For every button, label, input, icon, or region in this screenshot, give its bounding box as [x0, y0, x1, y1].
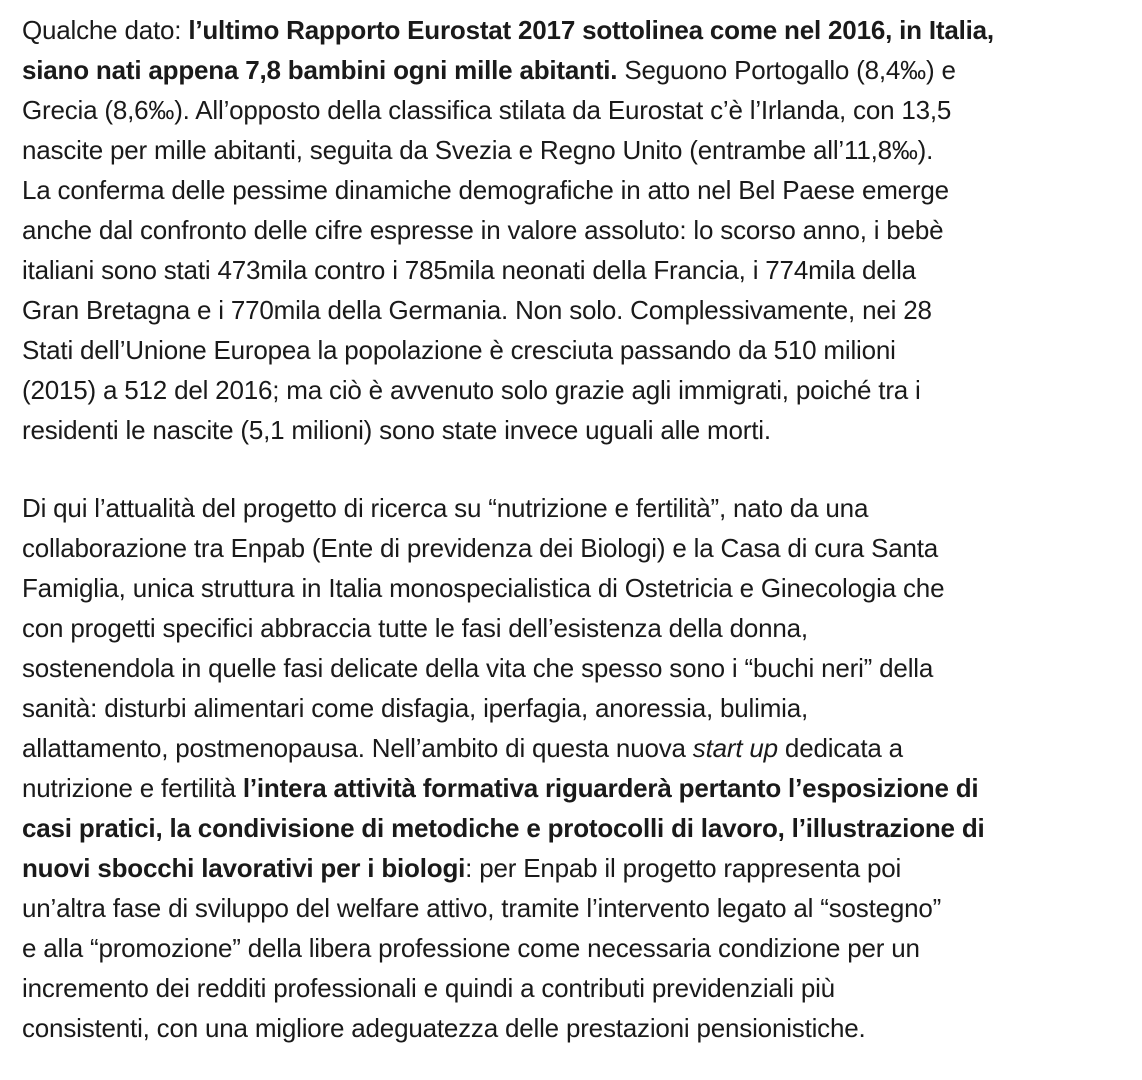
bold-text: casi pratici, la condivisione di metodiche e protocolli di lavoro, l’illustrazione di: [22, 813, 985, 843]
text-line: [22, 768, 1132, 808]
text-line: [22, 968, 1132, 1008]
text-segment: collaborazione tra Enpab (Ente di previdenza dei Biologi) e la Casa di cura Santa: [22, 533, 939, 563]
text-segment: con progetti specifici abbraccia tutte le fasi dell’esistenza della donna,: [22, 613, 808, 643]
bold-text: l’ultimo Rapporto Eurostat 2017 sottolinea come nel 2016, in Italia,: [188, 15, 994, 45]
text-line: [22, 330, 1132, 370]
text-line: [22, 528, 1132, 568]
bold-text: l’intera attività formativa riguarderà pertanto l’esposizione di: [242, 773, 979, 803]
text-segment: dedicata a: [777, 733, 903, 763]
text-line: [22, 10, 1132, 50]
text-line: [22, 250, 1132, 290]
text-line: [22, 808, 1132, 848]
text-segment: nutrizione e fertilità: [22, 773, 243, 803]
text-segment: un’altra fase di sviluppo del welfare attivo, tramite l’intervento legato al “sostegno”: [22, 893, 942, 923]
text-line: [22, 568, 1132, 608]
article-body: [22, 10, 1132, 1048]
text-segment: : per Enpab il progetto rappresenta poi: [465, 853, 902, 883]
paragraph: [22, 488, 1132, 1048]
text-segment: incremento dei redditi professionali e quindi a contributi previdenziali più: [22, 973, 835, 1003]
text-segment: sanità: disturbi alimentari come disfagia, iperfagia, anoressia, bulimia,: [22, 693, 809, 723]
text-line: [22, 370, 1132, 410]
text-line: [22, 928, 1132, 968]
text-segment: nascite per mille abitanti, seguita da Svezia e Regno Unito (entrambe all’11,8‰).: [22, 135, 934, 165]
italic-text: start up: [692, 733, 778, 763]
paragraph-gap: [22, 450, 1132, 488]
text-segment: La conferma delle pessime dinamiche demografiche in atto nel Bel Paese emerge: [22, 175, 949, 205]
text-line: [22, 648, 1132, 688]
text-line: [22, 290, 1132, 330]
bold-text: nuovi sbocchi lavorativi per i biologi: [22, 853, 466, 883]
text-line: [22, 130, 1132, 170]
text-segment: Gran Bretagna e i 770mila della Germania. Non solo. Complessivamente, nei 28: [22, 295, 932, 325]
text-segment: anche dal confronto delle cifre espresse in valore assoluto: lo scorso anno, i bebè: [22, 215, 944, 245]
text-line: [22, 888, 1132, 928]
text-line: [22, 170, 1132, 210]
text-segment: Famiglia, unica struttura in Italia monospecialistica di Ostetricia e Ginecologia che: [22, 573, 945, 603]
text-segment: consistenti, con una migliore adeguatezza delle prestazioni pensionistiche.: [22, 1013, 866, 1043]
text-segment: (2015) a 512 del 2016; ma ciò è avvenuto solo grazie agli immigrati, poiché tra i: [22, 375, 921, 405]
text-segment: allattamento, postmenopausa. Nell’ambito di questa nuova: [22, 733, 693, 763]
text-line: [22, 488, 1132, 528]
text-segment: Qualche dato:: [22, 15, 189, 45]
text-segment: Stati dell’Unione Europea la popolazione è cresciuta passando da 510 milioni: [22, 335, 896, 365]
text-segment: Grecia (8,6‰). All’opposto della classifica stilata da Eurostat c’è l’Irlanda, con 13,5: [22, 95, 952, 125]
text-line: [22, 210, 1132, 250]
text-line: [22, 848, 1132, 888]
text-line: [22, 608, 1132, 648]
text-line: [22, 728, 1132, 768]
bold-text: siano nati appena 7,8 bambini ogni mille abitanti.: [22, 55, 618, 85]
text-line: [22, 688, 1132, 728]
text-segment: e alla “promozione” della libera professione come necessaria condizione per un: [22, 933, 920, 963]
text-line: [22, 1008, 1132, 1048]
text-segment: residenti le nascite (5,1 milioni) sono state invece uguali alle morti.: [22, 415, 771, 445]
text-segment: sostenendola in quelle fasi delicate della vita che spesso sono i “buchi neri” della: [22, 653, 934, 683]
text-line: [22, 410, 1132, 450]
text-segment: Di qui l’attualità del progetto di ricerca su “nutrizione e fertilità”, nato da una: [22, 493, 869, 523]
text-line: [22, 50, 1132, 90]
text-segment: italiani sono stati 473mila contro i 785mila neonati della Francia, i 774mila della: [22, 255, 916, 285]
text-segment: Seguono Portogallo (8,4‰) e: [617, 55, 956, 85]
paragraph: [22, 10, 1132, 450]
text-line: [22, 90, 1132, 130]
